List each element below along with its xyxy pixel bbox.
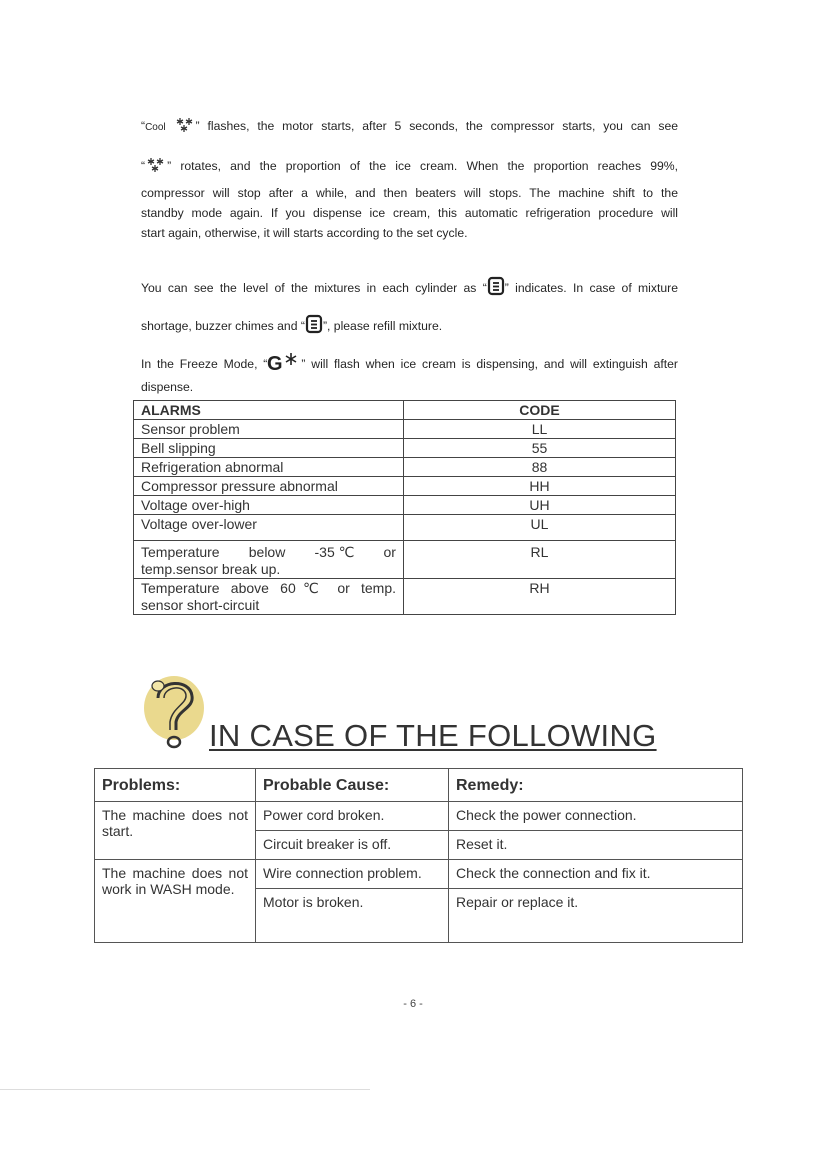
code-cell: UH xyxy=(404,496,676,515)
paragraph-freeze: In the Freeze Mode, “ G ” will flash when ice cream is dispensing, and will extinguish after xyxy=(141,352,678,374)
alarms-header: ALARMS xyxy=(134,401,404,420)
cause-cell: Power cord broken. xyxy=(256,802,449,831)
mixture-level-icon xyxy=(305,314,323,334)
table-row xyxy=(134,579,676,615)
table-row xyxy=(134,541,676,579)
paragraph-level-text-after: indicates. In case of mixture xyxy=(515,281,678,295)
alarm-cell: Sensor problem xyxy=(134,420,404,439)
paragraph-line: dispense. xyxy=(141,380,194,394)
code-cell: LL xyxy=(404,420,676,439)
paragraph-level: You can see the level of the mixtures in each cylinder as “ ” indicates. In case of mixture xyxy=(141,276,678,298)
code-cell: HH xyxy=(404,477,676,496)
alarm-cell: Refrigeration abnormal xyxy=(134,458,404,477)
paragraph-level-text: You can see the level of the mixtures in each cylinder as xyxy=(141,281,477,295)
question-mark-icon xyxy=(138,672,214,752)
remedy-cell: Check the connection and fix it. xyxy=(449,860,743,889)
table-header-row xyxy=(134,401,676,420)
page-number: - 6 - xyxy=(403,998,423,1010)
code-cell: 55 xyxy=(404,439,676,458)
paragraph-shortage-text-after: , please refill mixture. xyxy=(327,319,443,333)
remedy-cell: Reset it. xyxy=(449,831,743,860)
alarm-cell xyxy=(134,541,404,579)
alarm-word: below xyxy=(248,544,286,560)
table-row xyxy=(95,860,743,889)
problem-cell: The machine does not work in WASH mode. xyxy=(95,860,256,943)
alarm-word: Temperature xyxy=(141,544,220,560)
paragraph-rotates-text: rotates, and the proportion of the ice cream. When the proportion reaches 99%, xyxy=(180,159,678,173)
cause-cell: Circuit breaker is off. xyxy=(256,831,449,860)
alarm-line xyxy=(141,544,396,561)
alarm-word: -35 ℃ xyxy=(314,544,355,560)
paragraph-shortage-text: shortage, buzzer chimes and xyxy=(141,319,298,333)
table-row xyxy=(134,496,676,515)
remedy-cell: Check the power connection. xyxy=(449,802,743,831)
paragraph-line: compressor will stop after a while, and then beaters will stops. The machine shift to the xyxy=(141,186,678,200)
table-row xyxy=(134,420,676,439)
code-header: CODE xyxy=(404,401,676,420)
paragraph-freeze-text: In the Freeze Mode, xyxy=(141,357,258,371)
alarm-cell: Voltage over-lower xyxy=(134,515,404,541)
scan-edge-line xyxy=(0,1089,370,1090)
paragraph-rotates-line2 xyxy=(141,184,678,203)
problems-header: Problems: xyxy=(95,769,256,802)
paragraph-rotates-line4 xyxy=(141,224,678,243)
cause-cell: Wire connection problem. xyxy=(256,860,449,889)
paragraph-cool: “Cool ” flashes, the motor starts, after 5 seconds, the compressor starts, you can see xyxy=(141,116,678,136)
mixture-level-icon xyxy=(487,276,505,296)
table-header-row xyxy=(95,769,743,802)
section-heading: IN CASE OF THE FOLLOWING xyxy=(209,718,657,753)
code-cell: RL xyxy=(404,541,676,579)
alarm-word: or xyxy=(383,544,396,560)
table-row xyxy=(95,802,743,831)
paragraph-freeze-text-after: will flash when ice cream is dispensing, and will extinguish after xyxy=(311,357,678,371)
cause-cell: Motor is broken. xyxy=(256,889,449,943)
paragraph-rotates-line1: “ ” rotates, and the proportion of the ice cream. When the proportion reaches 99%, xyxy=(141,156,678,176)
problem-cell: The machine does not start. xyxy=(95,802,256,860)
table-row xyxy=(134,439,676,458)
alarm-line: Temperature above 60℃ or temp. xyxy=(141,580,396,596)
alarms-table xyxy=(133,400,676,615)
snowflake-icon xyxy=(145,156,167,174)
paragraph-freeze-line2 xyxy=(141,378,678,397)
paragraph-rotates-line3 xyxy=(141,204,678,223)
table-row xyxy=(134,458,676,477)
code-cell: 88 xyxy=(404,458,676,477)
snowflake-icon xyxy=(174,116,196,134)
troubleshooting-table xyxy=(94,768,743,943)
remedy-header: Remedy: xyxy=(449,769,743,802)
alarm-line: sensor short-circuit xyxy=(141,597,260,613)
freeze-mode-icon xyxy=(267,352,301,372)
alarm-cell: Voltage over-high xyxy=(134,496,404,515)
remedy-cell: Repair or replace it. xyxy=(449,889,743,943)
paragraph-shortage: shortage, buzzer chimes and “ ”, please refill mixture. xyxy=(141,314,678,336)
cool-label: Cool xyxy=(145,122,166,133)
table-row xyxy=(134,477,676,496)
svg-text:G: G xyxy=(267,353,283,372)
code-cell: UL xyxy=(404,515,676,541)
alarm-cell xyxy=(134,579,404,615)
alarm-cell: Compressor pressure abnormal xyxy=(134,477,404,496)
alarm-cell: Bell slipping xyxy=(134,439,404,458)
alarm-line: temp.sensor break up. xyxy=(141,561,281,577)
paragraph-line: start again, otherwise, it will starts according to the set cycle. xyxy=(141,226,468,240)
paragraph-line: standby mode again. If you dispense ice cream, this automatic refrigeration procedure will xyxy=(141,206,678,220)
code-cell: RH xyxy=(404,579,676,615)
paragraph-cool-text: flashes, the motor starts, after 5 seconds, the compressor starts, you can see xyxy=(207,119,678,133)
cause-header: Probable Cause: xyxy=(256,769,449,802)
table-row xyxy=(134,515,676,541)
